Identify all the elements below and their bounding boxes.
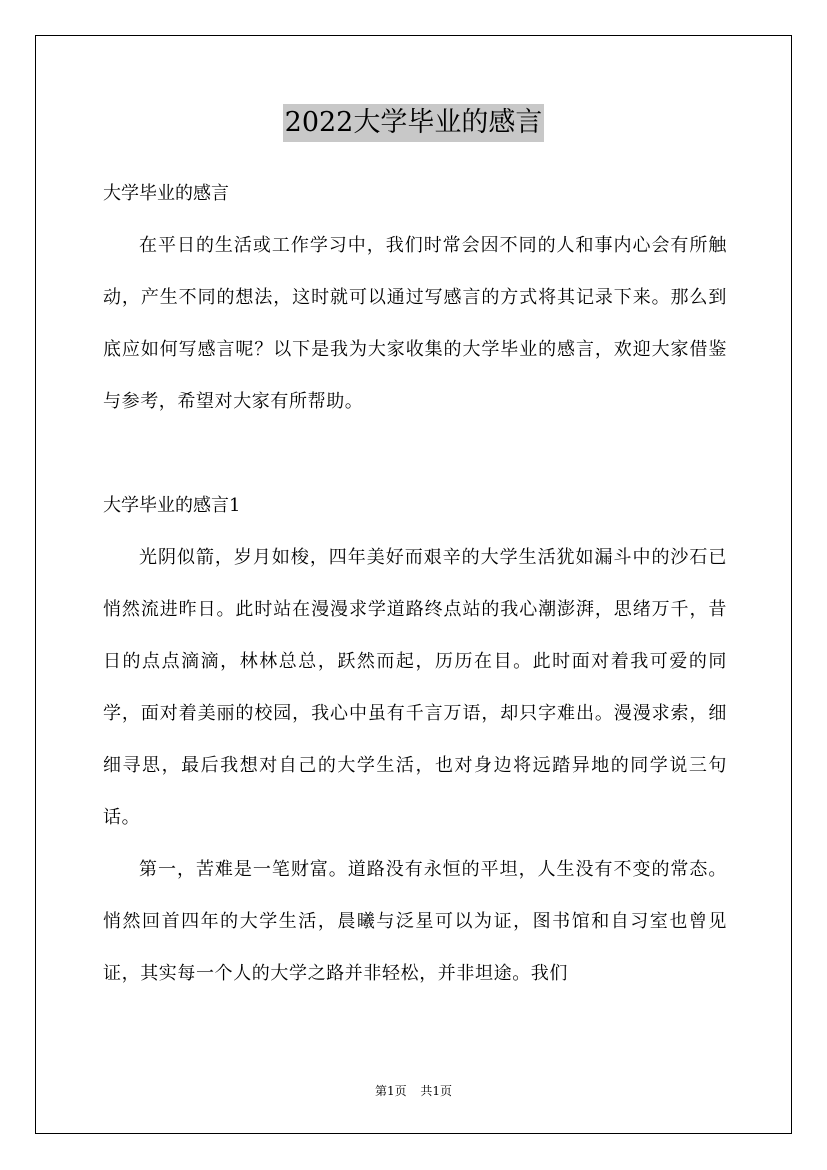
- document-body: [103, 168, 727, 1000]
- page-footer: [0, 1083, 827, 1099]
- document-title: [0, 104, 827, 144]
- section-spacer: [103, 428, 727, 480]
- section-1-paragraph: 第一，苦难是一笔财富。道路没有永恒的平坦，人生没有不变的常态。悄然回首四年的大学生活，晨曦与泛星可以为证，图书馆和自习室也曾见证，其实每一个人的大学之路并非轻松，并非坦途。我们: [103, 859, 727, 984]
- page-total: 共1页: [420, 1084, 453, 1098]
- document-subtitle: 大学毕业的感言: [103, 183, 229, 204]
- section-1-paragraph: 光阴似箭，岁月如梭，四年美好而艰辛的大学生活犹如漏斗中的沙石已悄然流进昨日。此时站在漫漫求学道路终点站的我心潮澎湃，思绪万千，昔日的点点滴滴，林林总总，跃然而起，历历在目。此时面对着我可爱的同学，面对着美丽的校园，我心中虽有千言万语，却只字难出。漫漫求索，细细寻思，最后我想对自己的大学生活，也对身边将远踏异地的同学说三句话。: [103, 547, 727, 828]
- page-number: 第1页: [374, 1084, 407, 1098]
- intro-paragraph: 在平日的生活或工作学习中，我们时常会因不同的人和事内心会有所触动，产生不同的想法，这时就可以通过写感言的方式将其记录下来。那么到底应如何写感言呢？以下是我为大家收集的大学毕业的感言，欢迎大家借鉴与参考，希望对大家有所帮助。: [103, 235, 727, 412]
- section-heading-1: 大学毕业的感言1: [103, 495, 241, 516]
- document-title-text: 2022大学毕业的感言: [283, 104, 545, 142]
